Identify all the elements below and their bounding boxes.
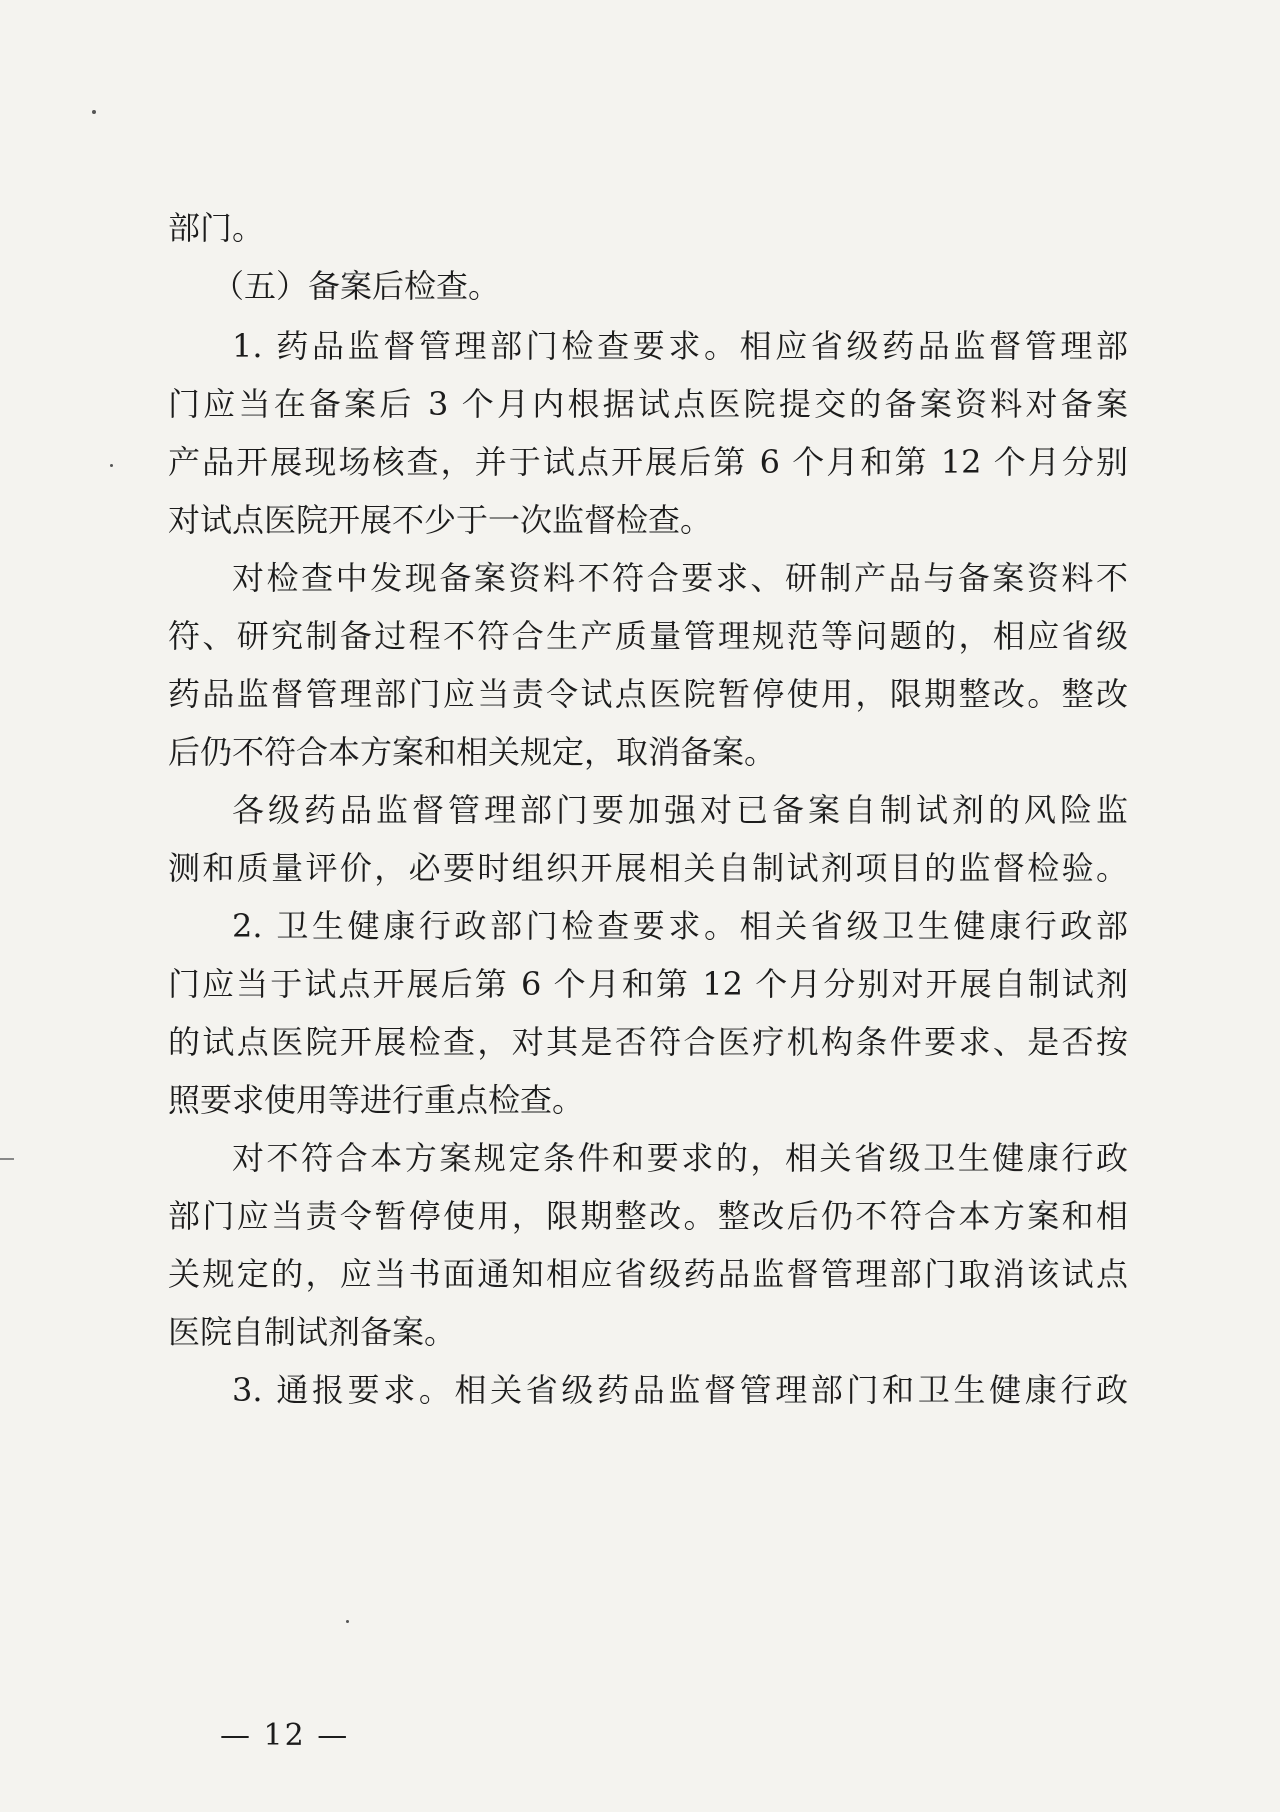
section-heading: （五）备案后检查。 [212, 267, 501, 305]
text-line: 药品监督管理部门应当责令试点医院暂停使用，限期整改。整改 [168, 675, 1128, 713]
text-line: 对检查中发现备案资料不符合要求、研制产品与备案资料不 [232, 559, 1128, 597]
text-line: 3. 通报要求。相关省级药品监督管理部门和卫生健康行政 [232, 1371, 1128, 1409]
page-number: — 12 — [220, 1718, 350, 1753]
text-line: 对不符合本方案规定条件和要求的，相关省级卫生健康行政 [232, 1139, 1128, 1177]
text-line: 产品开展现场核查，并于试点开展后第 6 个月和第 12 个月分别 [168, 443, 1128, 481]
text-line: 的试点医院开展检查，对其是否符合医疗机构条件要求、是否按 [168, 1023, 1128, 1061]
text-line: 1. 药品监督管理部门检查要求。相应省级药品监督管理部 [232, 327, 1128, 365]
scan-speck [346, 1620, 349, 1623]
text-line: 各级药品监督管理部门要加强对已备案自制试剂的风险监 [232, 791, 1128, 829]
text-line: 测和质量评价，必要时组织开展相关自制试剂项目的监督检验。 [168, 849, 1128, 887]
text-line: 医院自制试剂备案。 [168, 1313, 457, 1351]
text-line: 符、研究制备过程不符合生产质量管理规范等问题的，相应省级 [168, 617, 1128, 655]
text-line: 后仍不符合本方案和相关规定，取消备案。 [168, 733, 777, 771]
scan-speck [110, 464, 113, 467]
scan-speck [92, 110, 96, 114]
text-line: 门应当于试点开展后第 6 个月和第 12 个月分别对开展自制试剂 [168, 965, 1128, 1003]
text-line: 部门。 [168, 209, 265, 247]
text-line: 照要求使用等进行重点检查。 [168, 1081, 585, 1119]
text-line: 对试点医院开展不少于一次监督检查。 [168, 501, 713, 539]
text-line: 门应当在备案后 3 个月内根据试点医院提交的备案资料对备案 [168, 385, 1128, 423]
text-line: 关规定的，应当书面通知相应省级药品监督管理部门取消该试点 [168, 1255, 1128, 1293]
scan-edge-mark [0, 1158, 14, 1160]
text-line: 部门应当责令暂停使用，限期整改。整改后仍不符合本方案和相 [168, 1197, 1128, 1235]
text-line: 2. 卫生健康行政部门检查要求。相关省级卫生健康行政部 [232, 907, 1128, 945]
